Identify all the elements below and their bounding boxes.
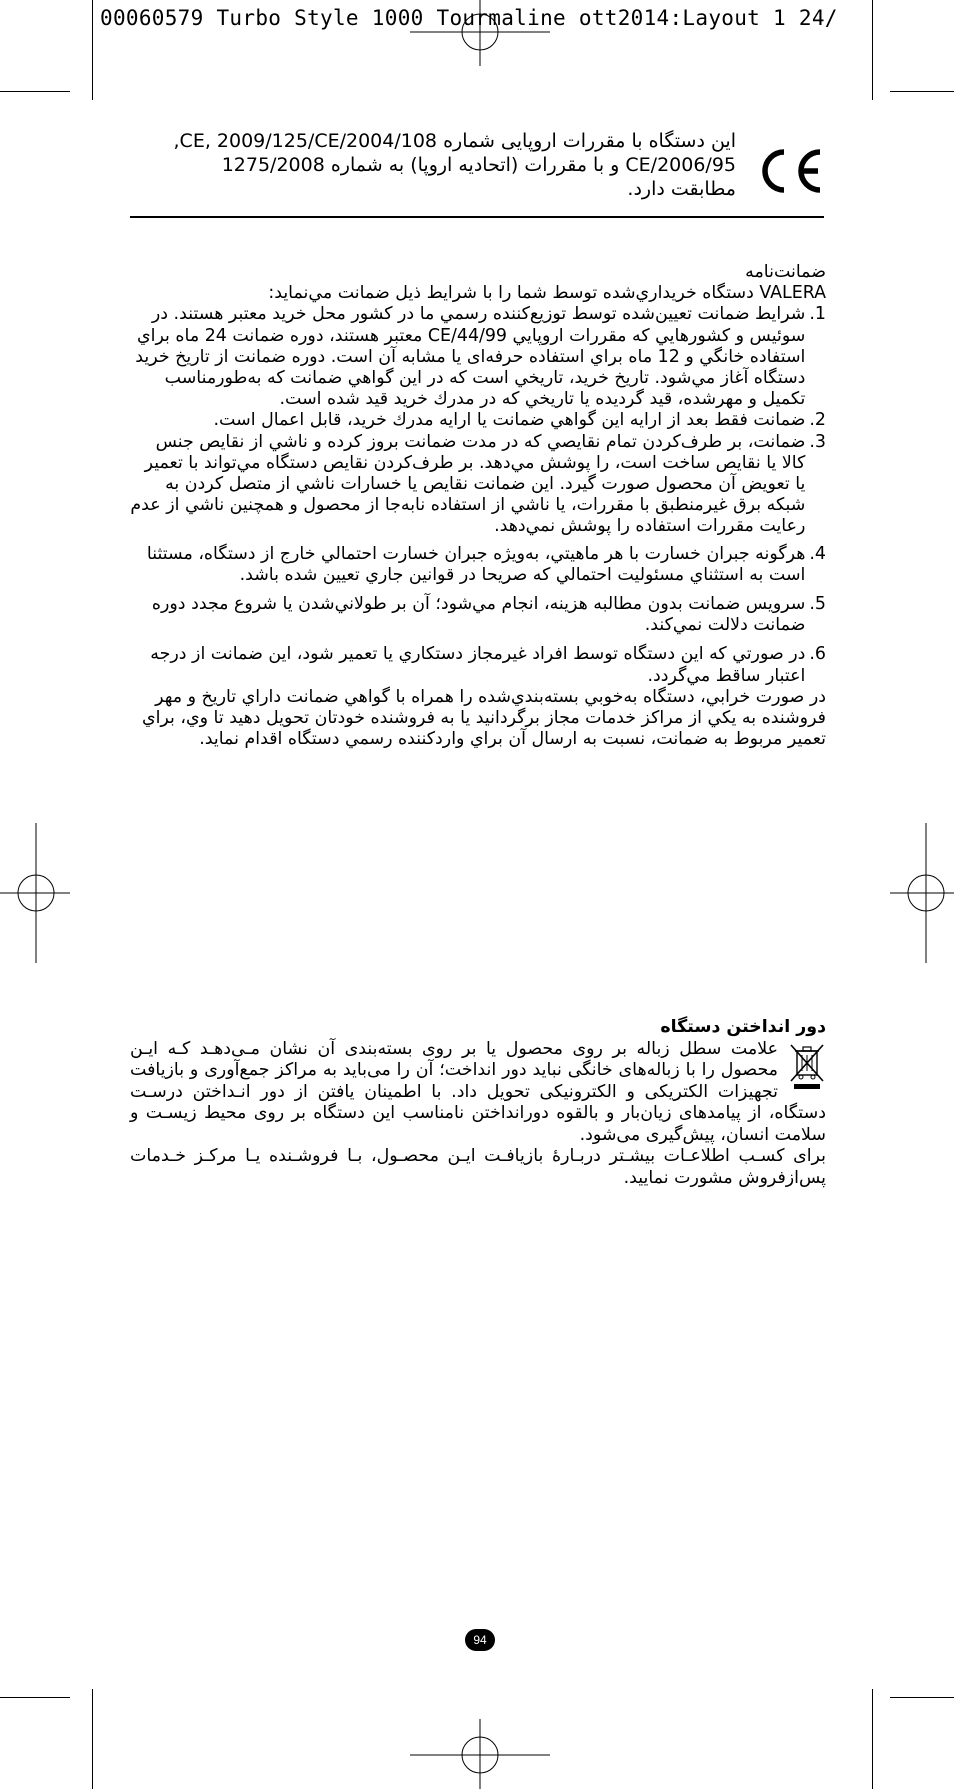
crop-mark: [92, 0, 93, 100]
warranty-section: [130, 262, 826, 750]
item-text: ضمانت، بر طرف‌كردن تمام نقايصي كه در مدت ضمانت بروز كرده و ناشي از نقايص جنس كالا يا نقايص ساخت است، را پوشش مي‌دهد. بر طرف‌كردن نقايص دستگاه مي‌تواند با تعمير يا تعويض آن محصول صورت گيرد. اين ضمانت نقايص يا خسارات ناشي از متصل كردن به شبكه برق غيرمنطبق با مقررات، يا ناشي از استفاده نابه‌جا از محصول و همچنين ناشي از عدم رعايت مقررات استفاده را پوشش نمي‌دهد.: [130, 431, 806, 537]
crop-mark: [92, 1689, 93, 1789]
crop-mark: [0, 91, 70, 92]
crop-mark: [872, 0, 873, 100]
item-number: 5.: [809, 594, 826, 615]
warranty-item: [130, 544, 826, 586]
item-text: هرگونه جبران خسارت با هر ماهيتي، به‌ويژه جبران خسارت احتمالي خارج از دستگاه، مستثنا است به استثناي مسئوليت احتمالي كه صريحا در قوانين جاري تعيين شده باشد.: [146, 543, 806, 585]
ce-mark-icon: [758, 148, 826, 194]
warranty-item: [130, 304, 826, 410]
section-divider: [130, 216, 824, 218]
item-number: 2.: [809, 410, 826, 431]
registration-mark-top: [410, 0, 550, 66]
registration-mark-right: [890, 823, 954, 963]
item-text: در صورتي كه اين دستگاه توسط افراد غيرمجاز دستكاري يا تعمير شود، اين ضمانت از درجه اعتبار ساقط مي‌گردد.: [150, 644, 806, 686]
registration-mark-bottom: [410, 1719, 550, 1789]
crop-mark: [890, 91, 954, 92]
warranty-item: [130, 594, 826, 636]
disposal-title: دور انداختن دستگاه: [660, 1017, 826, 1037]
disposal-paragraph-2: برای کسـب اطلاعـات بیشـتر دربـارۀ بازیافـت ایـن محصـول، بـا فروشـنده یـا مرکـز خـدمات پس‌ازفروش مشورت نمایید.: [130, 1146, 826, 1188]
item-number: 6.: [809, 644, 826, 665]
item-text: ضمانت فقط بعد از ارايه اين گواهي ضمانت يا ارايه مدرك خريد، قابل اعمال است.: [213, 410, 806, 431]
warranty-title: ضمانت‌نامه: [745, 262, 826, 282]
ce-compliance-block: [130, 130, 826, 212]
disposal-section: [130, 1017, 826, 1189]
warranty-closing: در صورت خرابي، دستگاه به‌خوبي بسته‌بندي‌شده را همراه با گواهي ضمانت داراي تاريخ و مهر فروشنده به يكي از مراكز خدمات مجاز برگردانيد يا به فروشنده خودتان تحويل دهيد تا وي، براي تعمير مربوط به ضمانت، نسبت به ارسال آن براي واردكننده رسمي دستگاه اقدام نمايد.: [141, 686, 826, 750]
warranty-item: [130, 644, 826, 686]
crop-mark: [890, 1697, 954, 1698]
compliance-line-3: مطابقت دارد.: [627, 178, 736, 200]
item-number: 4.: [809, 543, 826, 564]
page-number-badge: 94: [465, 1629, 495, 1651]
disposal-paragraph-1: علامت سطل زباله بر روی محصول یا بر روی بسته‌بندی آن نشان مـی‌دهـد کـه ایـن محصول را با زباله‌های خانگی نباید دور انداخت؛ آن را می‌باید به مراکز جمع‌آوری و بازیافت تجهیزات الکتریکی و الکترونیکی تحویل داد. با اطمینان یافتن از دور انـداختن درسـت دستگاه، از پیامدهای زیان‌بار و بالقوه دورانداختن نامناسب این دستگاه بر روی محیط زیسـت و سلامت انسان، پیش‌گیری می‌شود.: [130, 1038, 826, 1145]
item-number: 1.: [809, 304, 826, 325]
item-text: شرايط ضمانت تعيين‌شده توسط توزيع‌كننده رسمي ما در كشور محل خريد معتبر هستند. در سوئيس و كشورهايي كه مقررات اروپايي 44/99/CE معتبر هستند، دوره ضمانت 24 ماه براي استفاده خانگي و 12 ماه براي استفاده حرفه‌ای يا مشابه آن است. دوره ضمانت از تاريخ خريد دستگاه آغاز مي‌شود. تاريخ خريد، تاريخي است كه در اين گواهي ضمانت كه به‌طورمناسب تكميل و مهرشده، قيد گرديده يا تاريخي كه در مدرك خريد قيد شده است.: [135, 304, 806, 410]
crop-mark: [0, 1697, 70, 1698]
crop-mark: [872, 1689, 873, 1789]
compliance-line-1: این دستگاه با مقررات اروپایی شماره 2004/108/CE, 2009/125/CE,: [173, 130, 736, 152]
registration-mark-left: [0, 823, 70, 963]
item-text: سرويس ضمانت بدون مطالبه هزينه، انجام مي‌شود؛ آن بر طولاني‌شدن يا شروع مجدد دوره ضمانت دلالت نمي‌كند.: [151, 594, 806, 636]
compliance-line-2: 2006/95/CE و با مقررات (اتحادیه اروپا) به شماره 1275/2008: [221, 154, 736, 176]
crossed-out-wheelie-bin-icon: [788, 1041, 826, 1091]
item-number: 3.: [809, 431, 826, 452]
warranty-item: [130, 410, 826, 431]
warranty-intro: VALERA دستگاه خريداري‌شده توسط شما را با شرايط ذيل ضمانت مي‌نمايد:: [268, 283, 826, 304]
print-slug: 00060579 Turbo Style 1000 Tourmaline ott2014:Layout 1 24/: [100, 6, 838, 30]
warranty-item: [130, 432, 826, 538]
